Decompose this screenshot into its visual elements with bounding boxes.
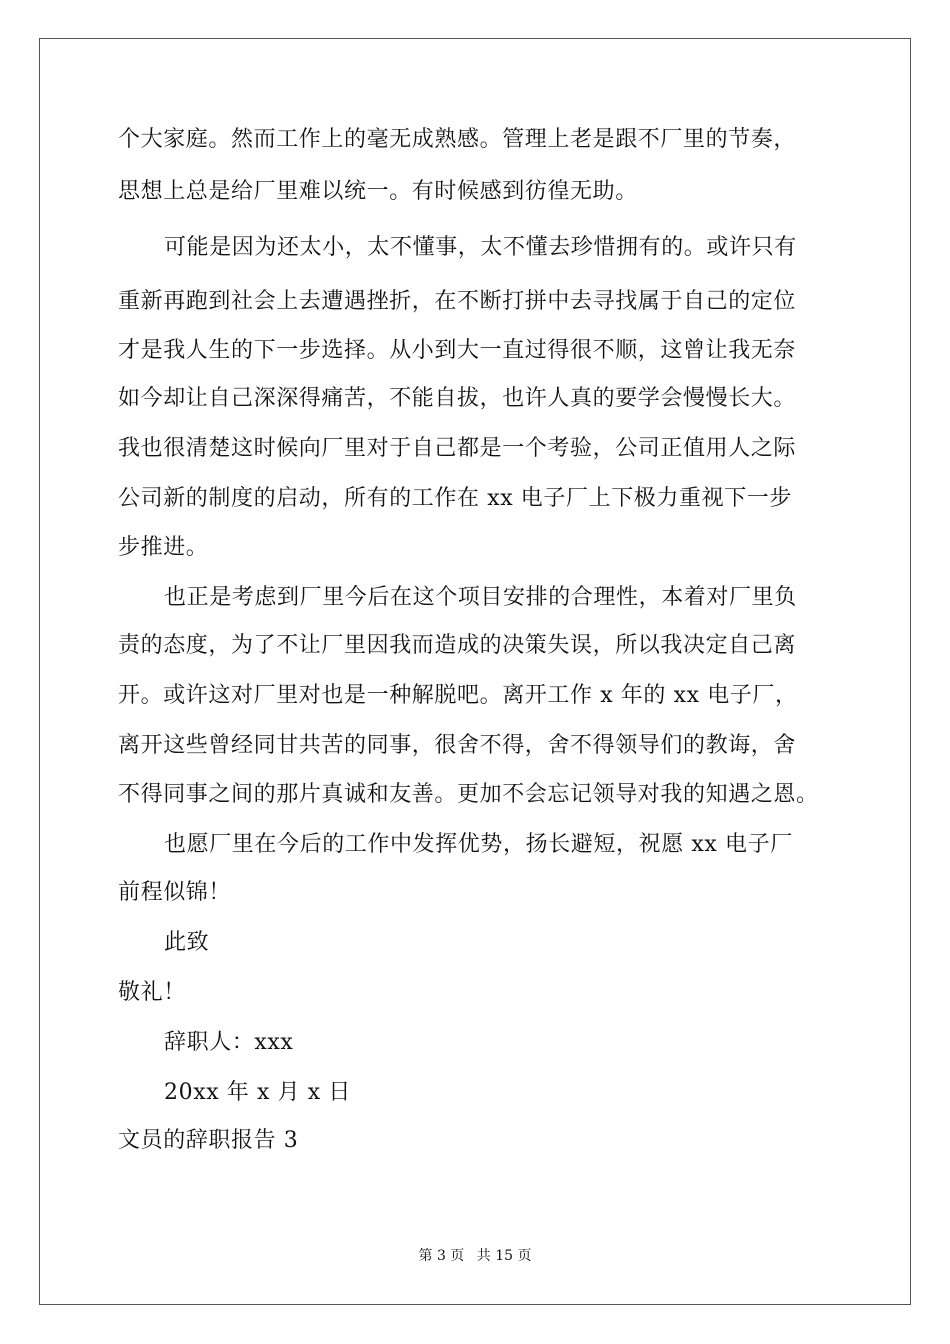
text-line: 也正是考虑到厂里今后在这个项目安排的合理性，本着对厂里负 bbox=[164, 585, 797, 610]
text-line: 思想上总是给厂里难以统一。有时候感到彷徨无助。 bbox=[118, 179, 638, 204]
section-heading: 文员的辞职报告 3 bbox=[118, 1128, 299, 1153]
text-line: 辞职人：xxx bbox=[164, 1030, 294, 1055]
page-number: 第 3 页 bbox=[418, 1248, 465, 1264]
text-line: 个大家庭。然而工作上的毫无成熟感。管理上老是跟不厂里的节奏， bbox=[118, 127, 797, 152]
text-line: 前程似锦！ bbox=[118, 880, 232, 905]
page-border bbox=[39, 38, 911, 1305]
text-line: 也愿厂里在今后的工作中发挥优势，扬长避短，祝愿 xx 电子厂 bbox=[164, 832, 793, 857]
text-line: 如今却让自己深深得痛苦，不能自拔，也许人真的要学会慢慢长大。 bbox=[118, 386, 797, 411]
text-line: 敬礼！ bbox=[118, 980, 186, 1005]
text-line: 责的态度，为了不让厂里因我而造成的决策失误，所以我决定自己离 bbox=[118, 633, 797, 658]
text-line: 离开这些曾经同甘共苦的同事，很舍不得，舍不得领导们的教诲，舍 bbox=[118, 733, 797, 758]
text-line: 步推进。 bbox=[118, 535, 209, 560]
page-total: 共 15 页 bbox=[476, 1248, 532, 1264]
text-line: 20xx 年 x 月 x 日 bbox=[164, 1080, 351, 1105]
text-line: 才是我人生的下一步选择。从小到大一直过得很不顺，这曾让我无奈 bbox=[118, 338, 797, 363]
text-line: 我也很清楚这时候向厂里对于自己都是一个考验，公司正值用人之际 bbox=[118, 436, 797, 461]
text-line: 公司新的制度的启动，所有的工作在 xx 电子厂上下极力重视下一步 bbox=[118, 486, 793, 511]
text-line: 可能是因为还太小，太不懂事，太不懂去珍惜拥有的。或许只有 bbox=[164, 235, 797, 260]
text-line: 开。或许这对厂里对也是一种解脱吧。离开工作 x 年的 xx 电子厂， bbox=[118, 683, 798, 708]
text-line: 重新再跑到社会上去遭遇挫折，在不断打拼中去寻找属于自己的定位 bbox=[118, 289, 797, 314]
text-line: 不得同事之间的那片真诚和友善。更加不会忘记领导对我的知遇之恩。 bbox=[118, 782, 819, 807]
text-line: 此致 bbox=[164, 930, 210, 955]
page-footer bbox=[0, 1246, 950, 1266]
